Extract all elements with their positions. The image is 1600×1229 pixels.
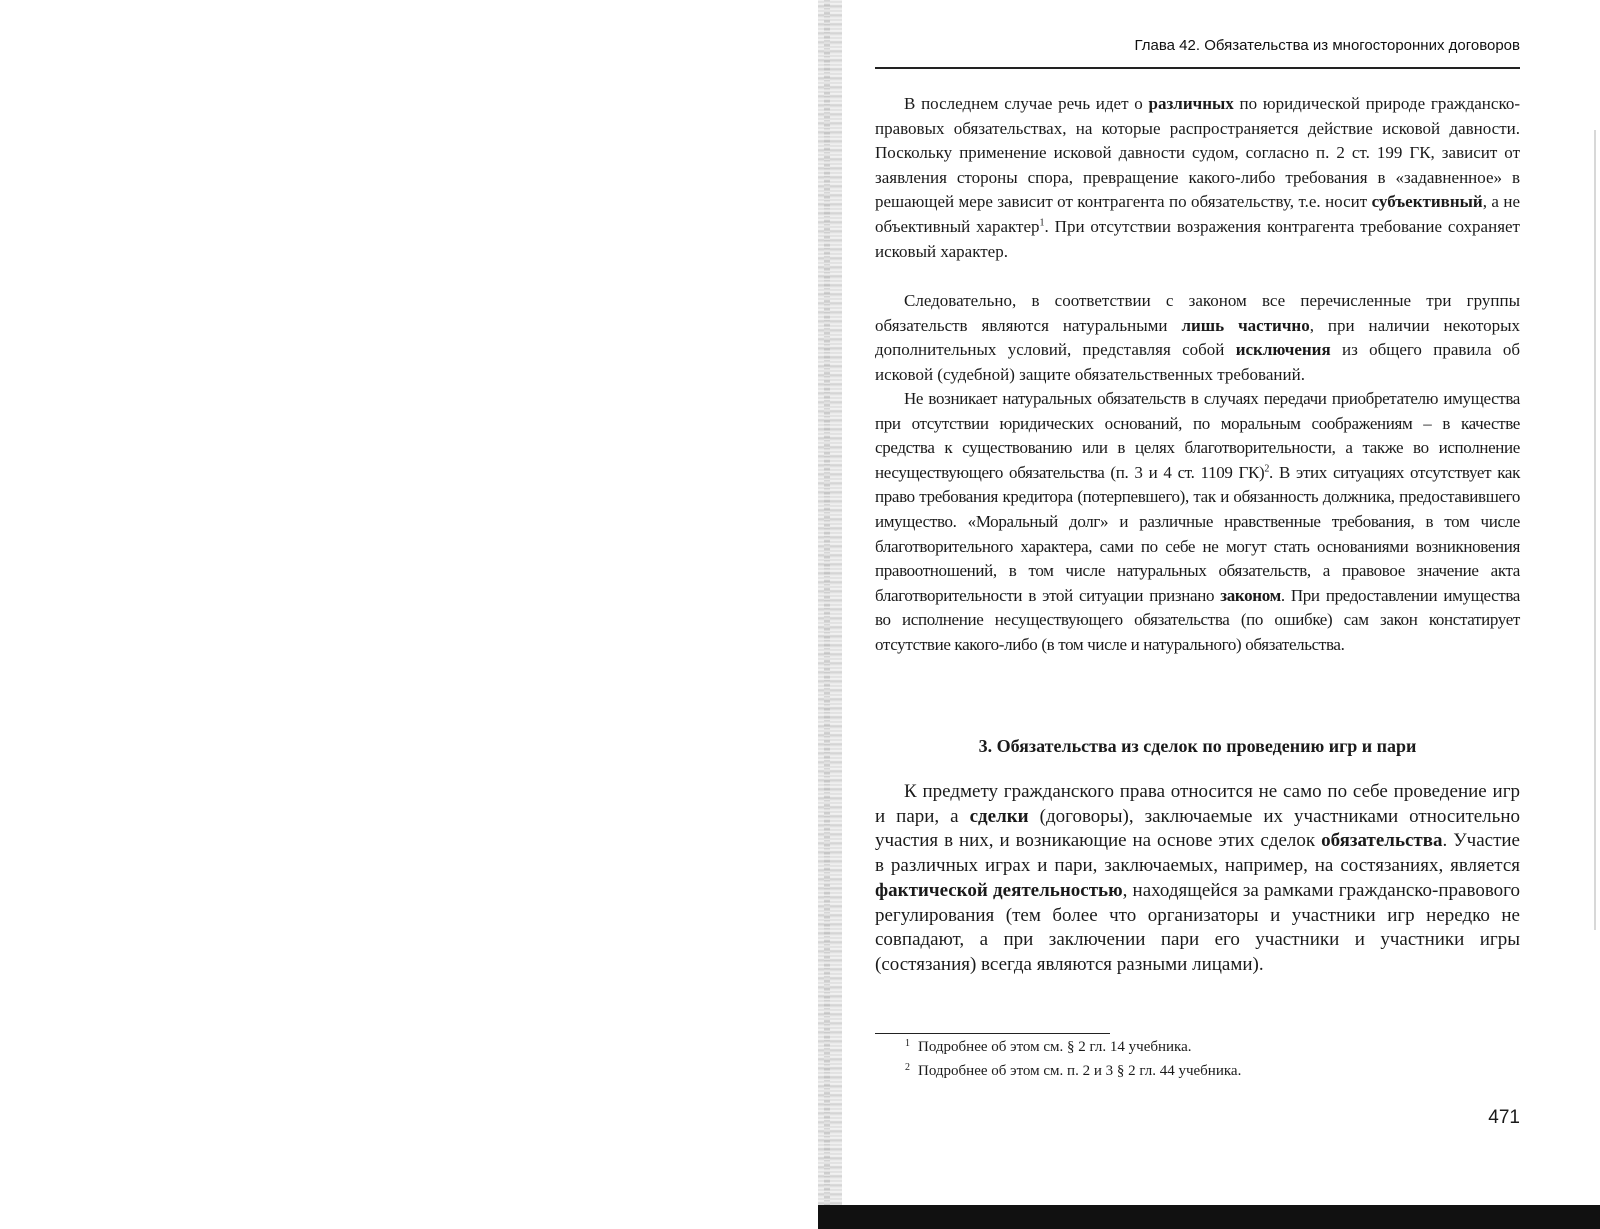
scan-bottom-border — [818, 1205, 1600, 1229]
text-run: Не возникает натуральных обязательств в случаях передачи приобретателю имущества при отсутствии юридических оснований, по моральным соображениям – в качестве средства к существованию или в целях благотворительности, а также во исполнение несуществующего обязательства (п. 3 и 4 ст. 1109 ГК) — [875, 389, 1520, 482]
running-head: Глава 42. Обязательства из многосторонних договоров — [1134, 37, 1520, 54]
paragraph — [875, 780, 1520, 978]
text-run: , находящейся за рамками гражданско-правового регулирования (тем более что организаторы и участники игр нередко не совпадают, а при заключении пари его участники и участники игры (состязания) всегда являются разными лицами). — [875, 879, 1520, 975]
text-run: , а не объективный характер — [875, 192, 1520, 236]
book-spine-shadow — [818, 0, 842, 1205]
emphasis-text: исключения — [1235, 340, 1331, 360]
emphasis-text: лишь частично — [1181, 315, 1310, 335]
page-number: 471 — [1488, 1107, 1520, 1128]
paragraph — [875, 289, 1520, 387]
section-heading: 3. Обязательства из сделок по проведению игр и пари — [978, 736, 1417, 756]
paragraph — [875, 387, 1520, 658]
footnote-mark: 1 — [905, 1038, 910, 1049]
text-run: К предмету гражданского права относится не само по себе проведение игр и пари, а — [875, 781, 1520, 827]
text-run: . В этих ситуациях отсутствует как право требования кредитора (потерпевшего), так и обязанность должника, предоставившего имущество. «Моральный долг» и различные нравственные требования, в том числе благотворительного характера, сами по себе не могут стать основаниями возникновения правоотношений, в том числе натуральных обязательств, а правовое значение акта благотворительности в этой ситуации признано — [875, 462, 1521, 605]
book-page — [875, 0, 1520, 1200]
emphasis-text: различных — [1148, 94, 1234, 113]
footnote-mark: 2 — [905, 1062, 910, 1073]
text-run: из общего правила об исковой (судебной) защите обязательственных требований. — [875, 340, 1521, 384]
text-run: . Участие в различных играх и пари, заключаемых, например, на состязаниях, является — [875, 830, 1520, 877]
footnote-text: Подробнее об этом см. п. 2 и 3 § 2 гл. 44 учебника. — [918, 1063, 1242, 1079]
text-run: , при наличии некоторых дополнительных условий, представляя собой — [875, 315, 1520, 360]
emphasis-text: фактической деятельностью — [875, 879, 1123, 901]
emphasis-text: сделки — [969, 805, 1029, 827]
footnote — [905, 1037, 1192, 1059]
emphasis-text: субъективный — [1371, 192, 1483, 212]
text-run: Следовательно, в соответствии с законом все перечисленные три группы обязательств являются натуральными — [875, 291, 1520, 335]
text-run: . При предоставлении имущества во исполнение несуществующего обязательства (по ошибке) сам закон констатирует отсутствие какого-либо (в том числе и натурального) обязательства. — [875, 585, 1521, 654]
footnote — [905, 1061, 1241, 1083]
header-rule — [875, 67, 1520, 69]
emphasis-text: обязательства — [1321, 830, 1443, 852]
text-run: (договоры), заключаемые их участниками относительно участия в них, и возникающие на основе этих сделок — [875, 805, 1520, 852]
emphasis-text: законом — [1220, 585, 1281, 605]
footnote-ref: 1 — [1039, 217, 1045, 229]
footnote-rule — [875, 1033, 1110, 1034]
footnote-text: Подробнее об этом см. § 2 гл. 14 учебника. — [918, 1039, 1192, 1055]
footnote-ref: 2 — [1264, 463, 1269, 475]
paragraph — [875, 92, 1520, 264]
text-run: по юридической природе гражданско-правовых обязательствах, на которые распространяется действие исковой давности. Поскольку применение исковой давности судом, согласно п. 2 ст. 199 ГК, зависит от заявления стороны спора, превращение какого-либо требования в «задавненное» в решающей мере зависит от контрагента по обязательству, т.е. носит — [875, 94, 1521, 212]
text-run: В последнем случае речь идет о — [904, 94, 1149, 113]
page-edge-line — [1594, 130, 1596, 930]
text-run: . При отсутствии возражения контрагента требование сохраняет исковый характер. — [875, 216, 1520, 261]
